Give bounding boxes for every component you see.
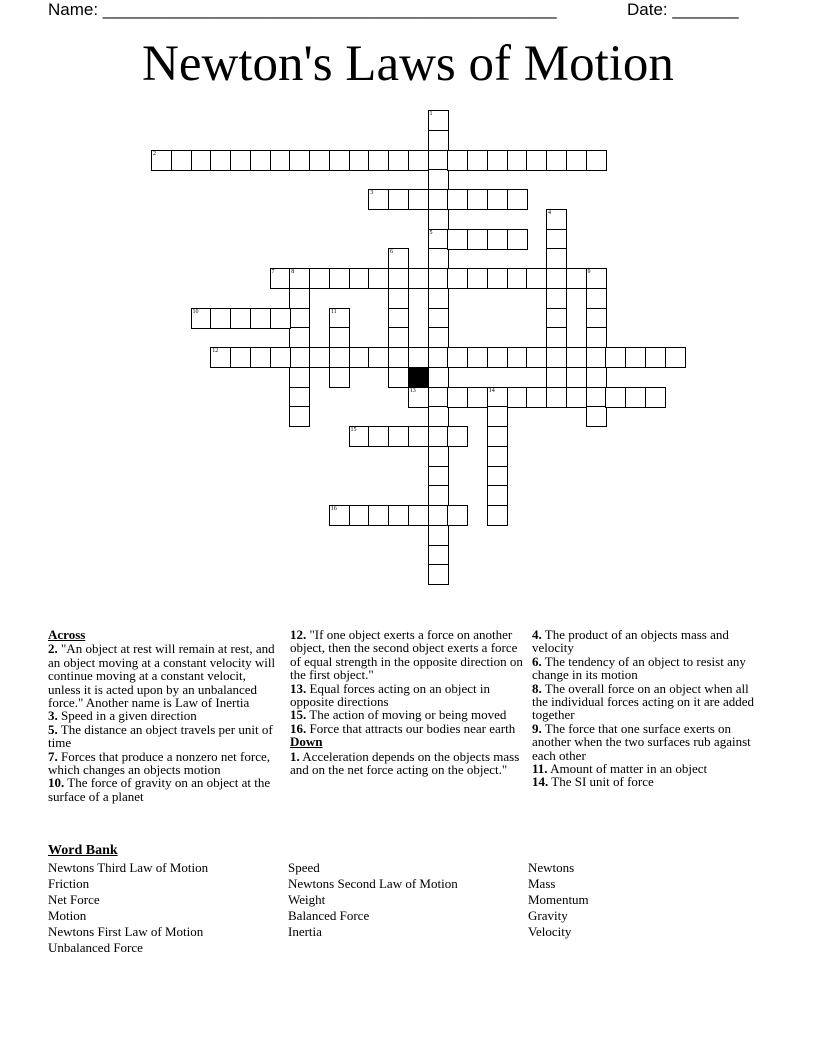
down-heading: Down: [290, 734, 323, 750]
grid-cell[interactable]: [428, 564, 449, 585]
grid-cell[interactable]: [250, 308, 271, 329]
grid-cell[interactable]: [566, 268, 587, 289]
clue-text: The product of an objects mass and velocity: [532, 627, 729, 656]
down-clue: [532, 682, 764, 722]
word-bank-item: Motion: [48, 908, 87, 923]
grid-cell[interactable]: [329, 308, 350, 329]
grid-cell[interactable]: [388, 347, 409, 368]
grid-cell[interactable]: [586, 387, 607, 408]
clue-number-label: 2: [153, 150, 156, 157]
grid-cell[interactable]: [428, 110, 449, 131]
clue-number: 12.: [290, 627, 307, 642]
clues-column-2: [290, 628, 526, 776]
grid-cell[interactable]: [586, 268, 607, 289]
grid-cell[interactable]: [428, 288, 449, 309]
clue-number: 8.: [532, 680, 542, 696]
grid-cell[interactable]: [428, 466, 449, 487]
clue-number: 11.: [532, 761, 548, 777]
grid-cell[interactable]: [210, 347, 231, 368]
grid-cell[interactable]: [487, 466, 508, 487]
grid-cell[interactable]: [447, 505, 468, 526]
clue-number-label: 6: [390, 249, 393, 256]
grid-cell[interactable]: [487, 406, 508, 427]
grid-cell[interactable]: [428, 347, 449, 368]
clue-number-label: 7: [271, 269, 275, 275]
name-field-label: Name: ________________________________________________: [48, 0, 557, 19]
clue-number: 2.: [48, 641, 58, 657]
date-field-label: Date: _______: [627, 0, 739, 19]
word-bank-column-3: [528, 860, 589, 940]
grid-cell[interactable]: [586, 150, 607, 171]
grid-cell[interactable]: [408, 505, 429, 526]
clue-number: 3.: [48, 708, 58, 724]
grid-cell[interactable]: [408, 347, 429, 368]
grid-cell[interactable]: [230, 150, 251, 171]
grid-cell[interactable]: [428, 248, 449, 269]
grid-cell[interactable]: [289, 288, 310, 309]
grid-cell[interactable]: [586, 347, 607, 368]
grid-cell[interactable]: [428, 189, 449, 210]
grid-cell[interactable]: [428, 545, 449, 566]
grid-cell[interactable]: [388, 288, 409, 309]
grid-cell[interactable]: [605, 347, 626, 368]
clue-number: 4.: [532, 627, 542, 642]
grid-cell[interactable]: [546, 229, 567, 250]
grid-cell[interactable]: [507, 387, 528, 408]
grid-cell[interactable]: [546, 209, 567, 230]
grid-cell[interactable]: [428, 209, 449, 230]
across-clue: [48, 750, 280, 777]
grid-cell[interactable]: [507, 347, 528, 368]
grid-cell[interactable]: [349, 150, 370, 171]
clue-number-label: 1: [429, 111, 433, 117]
grid-cell[interactable]: [388, 189, 409, 210]
grid-cell[interactable]: [467, 189, 488, 210]
clues-column-3: [532, 628, 764, 789]
clue-text: Equal forces acting on an object in opposite directions: [290, 680, 490, 710]
across-clue: [290, 628, 526, 682]
grid-cell[interactable]: [467, 150, 488, 171]
grid-cell[interactable]: [428, 327, 449, 348]
grid-cell[interactable]: [467, 347, 488, 368]
clues-column-1: [48, 628, 280, 803]
grid-cell[interactable]: [625, 387, 646, 408]
clue-number-label: 11: [330, 308, 337, 315]
grid-cell[interactable]: [546, 268, 567, 289]
across-clue: [48, 723, 280, 750]
grid-cell[interactable]: [289, 406, 310, 427]
across-clue: [290, 682, 526, 709]
grid-cell[interactable]: [368, 505, 389, 526]
grid-cell[interactable]: [447, 150, 468, 171]
grid-cell[interactable]: [586, 327, 607, 348]
grid-cell[interactable]: [408, 150, 429, 171]
down-clue: [290, 750, 526, 777]
grid-cell[interactable]: [546, 248, 567, 269]
clue-number: 9.: [532, 720, 542, 736]
clue-number: 15.: [290, 707, 307, 723]
grid-cell[interactable]: [586, 308, 607, 329]
grid-cell[interactable]: [447, 347, 468, 368]
word-bank-item: Newtons Second Law of Motion: [288, 876, 458, 891]
word-bank-item: Newtons: [528, 860, 575, 875]
grid-cell[interactable]: [546, 367, 567, 388]
grid-cell[interactable]: [447, 229, 468, 250]
grid-cell[interactable]: [289, 347, 310, 368]
word-bank-heading: Word Bank: [48, 843, 118, 858]
grid-cell[interactable]: [586, 288, 607, 309]
grid-cell[interactable]: [408, 426, 429, 447]
clue-text: Force that attracts our bodies near earth: [309, 720, 516, 736]
grid-cell[interactable]: [388, 327, 409, 348]
clue-text: The force of gravity on an object at the surface of a planet: [48, 775, 271, 804]
word-bank-item: Newtons First Law of Motion: [48, 924, 204, 939]
grid-cell[interactable]: [289, 367, 310, 388]
grid-cell[interactable]: [349, 505, 370, 526]
clue-text: The force that one surface exerts on another when the two surfaces rub against each other: [532, 720, 751, 763]
grid-cell[interactable]: [428, 169, 449, 190]
clue-number: 14.: [532, 774, 549, 790]
clue-text: The SI unit of force: [551, 774, 654, 790]
clue-number-label: 5: [429, 229, 433, 236]
grid-cell[interactable]: [270, 268, 291, 289]
grid-cell[interactable]: [349, 426, 370, 447]
word-bank-item: Momentum: [528, 892, 589, 907]
grid-cell[interactable]: [230, 347, 251, 368]
grid-cell[interactable]: [388, 248, 409, 269]
word-bank-item: Unbalanced Force: [48, 940, 143, 955]
across-heading: Across: [48, 627, 86, 642]
grid-cell[interactable]: [408, 268, 429, 289]
word-bank-item: Newtons Third Law of Motion: [48, 860, 209, 875]
grid-cell[interactable]: [467, 268, 488, 289]
clue-text: Forces that produce a nonzero net force, which changes an objects motion: [48, 748, 270, 778]
grid-cell[interactable]: [349, 347, 370, 368]
grid-cell[interactable]: [645, 387, 666, 408]
grid-cell[interactable]: [428, 268, 449, 289]
word-bank-item: Friction: [48, 876, 90, 891]
grid-cell[interactable]: [210, 308, 231, 329]
grid-cell[interactable]: [309, 268, 330, 289]
down-clue: [532, 655, 764, 682]
grid-cell[interactable]: [388, 426, 409, 447]
grid-cell[interactable]: [388, 268, 409, 289]
across-clue: [48, 709, 280, 722]
grid-cell[interactable]: [309, 347, 330, 368]
word-bank-column-2: [288, 860, 458, 940]
clue-number-label: 13: [409, 387, 416, 394]
grid-cell[interactable]: [487, 485, 508, 506]
grid-cell[interactable]: [329, 505, 350, 526]
grid-cell[interactable]: [428, 525, 449, 546]
word-bank-item: Gravity: [528, 908, 568, 923]
grid-cell[interactable]: [388, 367, 409, 388]
black-cell: [408, 367, 429, 388]
clue-number-label: 16: [330, 506, 337, 512]
grid-cell[interactable]: [388, 150, 409, 171]
clue-text: Speed in a given direction: [61, 708, 197, 724]
grid-cell[interactable]: [428, 485, 449, 506]
grid-cell[interactable]: [408, 387, 429, 408]
grid-cell[interactable]: [428, 130, 449, 151]
clue-number-label: 14: [488, 387, 495, 394]
grid-cell[interactable]: [447, 426, 468, 447]
grid-cell[interactable]: [507, 189, 528, 210]
grid-cell[interactable]: [487, 387, 508, 408]
clue-number: 6.: [532, 653, 542, 669]
grid-cell[interactable]: [546, 327, 567, 348]
grid-cell[interactable]: [526, 387, 547, 408]
grid-cell[interactable]: [210, 150, 231, 171]
clue-number-label: 9: [587, 269, 591, 275]
grid-cell[interactable]: [428, 446, 449, 467]
grid-cell[interactable]: [428, 308, 449, 329]
grid-cell[interactable]: [625, 347, 646, 368]
clue-text: The overall force on an object when all the individual forces acting on it are added together: [532, 680, 755, 723]
grid-cell[interactable]: [428, 229, 449, 250]
grid-cell[interactable]: [191, 308, 212, 329]
grid-cell[interactable]: [270, 347, 291, 368]
clue-number: 13.: [290, 680, 307, 696]
grid-cell[interactable]: [309, 150, 330, 171]
clue-number-label: 4: [548, 209, 551, 216]
grid-cell[interactable]: [428, 406, 449, 427]
grid-cell[interactable]: [566, 387, 587, 408]
grid-cell[interactable]: [289, 150, 310, 171]
clue-number-label: 8: [291, 269, 295, 275]
clue-number: 16.: [290, 720, 307, 736]
word-bank-item: Mass: [528, 876, 556, 891]
clue-number-label: 15: [350, 427, 357, 433]
grid-cell[interactable]: [507, 229, 528, 250]
grid-cell[interactable]: [368, 150, 389, 171]
grid-cell[interactable]: [546, 308, 567, 329]
clue-number: 10.: [48, 775, 65, 791]
grid-cell[interactable]: [230, 308, 251, 329]
grid-cell[interactable]: [428, 505, 449, 526]
grid-cell[interactable]: [487, 505, 508, 526]
grid-cell[interactable]: [487, 446, 508, 467]
clue-text: "If one object exerts a force on another object, then the second object exerts a force of equal strength in the opposite direction on the first object.": [290, 627, 523, 683]
grid-cell[interactable]: [546, 150, 567, 171]
grid-cell[interactable]: [507, 268, 528, 289]
grid-cell[interactable]: [329, 347, 350, 368]
page-title: Newton's Laws of Motion: [142, 36, 674, 92]
across-clue: [48, 642, 280, 709]
clue-number-label: 3: [370, 190, 374, 196]
grid-cell[interactable]: [368, 189, 389, 210]
down-clue: [532, 628, 764, 655]
grid-cell[interactable]: [447, 189, 468, 210]
word-bank-column-1: [48, 860, 208, 956]
grid-cell[interactable]: [289, 327, 310, 348]
grid-cell[interactable]: [408, 189, 429, 210]
clue-number: 7.: [48, 748, 58, 764]
grid-cell[interactable]: [289, 387, 310, 408]
grid-cell[interactable]: [467, 229, 488, 250]
clue-text: The tendency of an object to resist any change in its motion: [532, 653, 746, 683]
grid-cell[interactable]: [289, 268, 310, 289]
clue-text: Acceleration depends on the objects mass and on the net force acting on the object.": [290, 748, 520, 778]
grid-cell[interactable]: [428, 150, 449, 171]
grid-cell[interactable]: [546, 387, 567, 408]
down-clue: [532, 762, 764, 775]
grid-cell[interactable]: [349, 268, 370, 289]
word-bank-item: Inertia: [288, 924, 322, 939]
down-clue: [532, 775, 764, 788]
grid-cell[interactable]: [546, 288, 567, 309]
word-bank-item: Weight: [288, 892, 326, 907]
grid-cell[interactable]: [250, 150, 271, 171]
grid-cell[interactable]: [507, 150, 528, 171]
grid-cell[interactable]: [526, 347, 547, 368]
grid-cell[interactable]: [428, 426, 449, 447]
grid-cell[interactable]: [526, 268, 547, 289]
across-clue: [290, 722, 526, 735]
word-bank-item: Velocity: [528, 924, 572, 939]
grid-cell[interactable]: [368, 268, 389, 289]
grid-cell[interactable]: [526, 150, 547, 171]
grid-cell[interactable]: [605, 387, 626, 408]
grid-cell[interactable]: [447, 387, 468, 408]
grid-cell[interactable]: [487, 189, 508, 210]
grid-cell[interactable]: [329, 367, 350, 388]
down-clue: [532, 722, 764, 762]
grid-cell[interactable]: [329, 327, 350, 348]
grid-cell[interactable]: [388, 505, 409, 526]
word-bank-item: Net Force: [48, 892, 100, 907]
grid-cell[interactable]: [368, 347, 389, 368]
clue-text: "An object at rest will remain at rest, and an object moving at a constant velocity will continue moving at a constant velocit, unless it is acted upon by an unbalanced force." Another name is Law of Inertia: [48, 641, 276, 711]
clue-text: Amount of matter in an object: [550, 761, 708, 777]
grid-cell[interactable]: [368, 426, 389, 447]
grid-cell[interactable]: [586, 367, 607, 388]
across-clue: [48, 776, 280, 803]
across-clue: [290, 708, 526, 721]
grid-cell[interactable]: [191, 150, 212, 171]
grid-cell[interactable]: [270, 308, 291, 329]
grid-cell[interactable]: [447, 268, 468, 289]
grid-cell[interactable]: [665, 347, 686, 368]
grid-cell[interactable]: [487, 229, 508, 250]
grid-cell[interactable]: [428, 367, 449, 388]
grid-cell[interactable]: [329, 150, 350, 171]
grid-cell[interactable]: [270, 150, 291, 171]
grid-cell[interactable]: [487, 426, 508, 447]
grid-cell[interactable]: [250, 347, 271, 368]
grid-cell[interactable]: [289, 308, 310, 329]
grid-cell[interactable]: [388, 308, 409, 329]
clue-text: The action of moving or being moved: [309, 707, 507, 723]
clue-number: 1.: [290, 748, 300, 764]
grid-cell[interactable]: [566, 150, 587, 171]
grid-cell[interactable]: [487, 268, 508, 289]
clue-number: 5.: [48, 721, 58, 737]
grid-cell[interactable]: [645, 347, 666, 368]
word-bank-item: Speed: [288, 860, 320, 875]
grid-cell[interactable]: [428, 387, 449, 408]
grid-cell[interactable]: [151, 150, 172, 171]
word-bank-item: Balanced Force: [288, 908, 370, 923]
clue-number-label: 10: [192, 308, 199, 315]
grid-cell[interactable]: [171, 150, 192, 171]
grid-cell[interactable]: [467, 387, 488, 408]
clue-number-label: 12: [212, 348, 219, 354]
grid-cell[interactable]: [566, 347, 587, 368]
grid-cell[interactable]: [586, 406, 607, 427]
grid-cell[interactable]: [329, 268, 350, 289]
clue-text: The distance an object travels per unit of time: [48, 721, 273, 751]
grid-cell[interactable]: [546, 347, 567, 368]
grid-cell[interactable]: [487, 347, 508, 368]
grid-cell[interactable]: [487, 150, 508, 171]
